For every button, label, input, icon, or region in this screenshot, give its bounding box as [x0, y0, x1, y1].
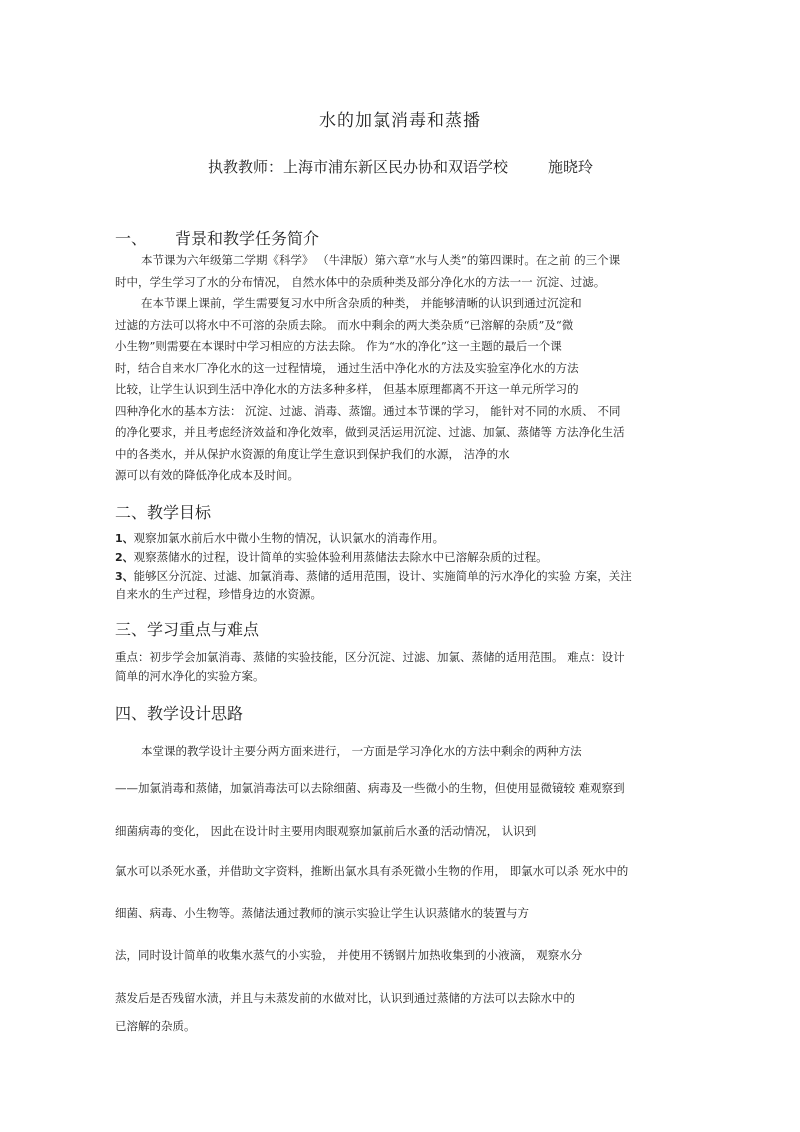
s4-line: 细菌病毒的变化， 因此在设计时主要用肉眼观察加氯前后水蚤的活动情况， 认识到: [115, 824, 537, 838]
s1-line: 在本节课上课前，学生需要复习水中所含杂质的种类， 并能够清晰的认识到通过沉淀和: [141, 296, 582, 310]
s1-line: 的净化要求，并且考虑经济效益和净化效率，做到灵活运用沉淀、过滤、加氯、蒸储等 方法净化生活: [115, 425, 625, 439]
s3-line: 重点：初步学会加氯消毒、蒸储的实验技能，区分沉淀、过滤、加氯、蒸储的适用范围。 难点：设计: [115, 650, 625, 664]
s1-line: 比较，让学生认识到生活中净化水的方法多种多样， 但基本原理都离不开这一单元所学习的: [115, 382, 579, 396]
s1-line: 时，结合自来水厂净化水的这一过程情境， 通过生活中净化水的方法及实验室净化水的方法: [115, 361, 579, 375]
goal-number: 2、: [115, 551, 134, 564]
goal-item: [115, 569, 632, 584]
goal-text: 观察蒸储水的过程，设计简单的实验体验利用蒸储法去除水中已溶解杂质的过程。: [133, 550, 548, 564]
s4-line: 本堂课的教学设计主要分两方面来进行， 一方面是学习净化水的方法中剩余的两种方法: [141, 744, 582, 758]
s1-line: 过滤的方法可以将水中不可溶的杂质去除。 而水中剩余的两大类杂质“已溶解的杂质”及“微: [115, 318, 574, 332]
s4-line: 法，同时设计简单的收集水蒸气的小实验， 并使用不锈钢片加热收集到的小液滴， 观察水分: [115, 948, 583, 962]
author-affiliation: 执教教师：上海市浦东新区民办协和双语学校: [208, 158, 509, 176]
section-1-number: 一、: [115, 229, 148, 248]
author-line: [208, 156, 593, 177]
s4-line: 蒸发后是否残留水渍，并且与未蒸发前的水做对比，认识到通过蒸储的方法可以去除水中的: [115, 991, 575, 1005]
goal-number: 3、: [115, 570, 134, 583]
goal-text: 能够区分沉淀、过滤、加氯消毒、蒸储的适用范围，设计、实施简单的污水净化的实验 方案，关注: [133, 569, 632, 583]
section-1-heading: [115, 226, 319, 249]
goal-text: 观察加氯水前后水中微小生物的情况，认识氯水的消毒作用。: [133, 531, 445, 545]
s4-line: ——加氯消毒和蒸储，加氯消毒法可以去除细菌、病毒及一些微小的生物，但使用显微镜较 难观察到: [115, 781, 625, 795]
document-title: 水的加氯消毒和蒸播: [319, 111, 481, 131]
goal-number: 1、: [115, 532, 134, 545]
section-2-heading: 二、教学目标: [115, 503, 212, 522]
goal-item: [115, 550, 548, 565]
section-4-heading: 四、教学设计思路: [115, 704, 244, 723]
s1-line: 本节课为六年级第二学期《科学》 （牛津版）第六章“水与人类”的第四课时。在之前 的三个课: [141, 253, 621, 267]
s1-line: 小生物”则需要在本课时中学习相应的方法去除。 作为“水的净化”这一主题的最后一个课: [115, 339, 562, 353]
s1-line: 时中，学生学习了水的分布情况， 自然水体中的杂质种类及部分净化水的方法一一 沉淀、过滤。: [115, 275, 606, 289]
section-3-heading: 三、学习重点与难点: [115, 620, 260, 639]
s1-line: 源可以有效的降低净化成本及时间。: [115, 468, 299, 482]
goal-text: 自来水的生产过程，珍惜身边的水资源。: [115, 587, 322, 601]
s4-line: 已溶解的杂质。: [115, 1019, 196, 1033]
s4-line: 氯水可以杀死水蚤，并借助文字资料，推断出氯水具有杀死微小生物的作用， 即氯水可以杀 死水中的: [115, 864, 629, 878]
s4-line: 细菌、病毒、小生物等。蒸储法通过教师的演示实验让学生认识蒸储水的装置与方: [115, 906, 529, 920]
section-1-title: 背景和教学任务简介: [175, 229, 320, 248]
s1-line: 中的各类水，并从保护水资源的角度让学生意识到保护我们的水源， 洁净的水: [115, 447, 510, 461]
goal-item: [115, 531, 444, 546]
s1-line: 四种净化水的基本方法： 沉淀、过滤、消毒、蒸馏。通过本节课的学习， 能针对不同的水质、 不同: [115, 404, 621, 418]
goal-item: [115, 587, 322, 601]
s3-line: 简单的河水净化的实验方案。: [115, 669, 265, 683]
author-name: 施晓玲: [548, 158, 594, 176]
